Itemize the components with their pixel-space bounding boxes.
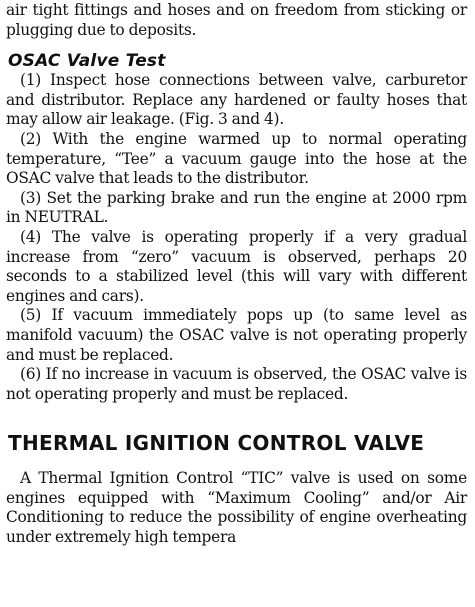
- tic-paragraph: A Thermal Ignition Control “TIC” valve is used on some engines equipped with “Maximum Cooling” and/or Air Conditioning to reduce the possibility of engine overheating under extremely high tempera: [6, 469, 467, 547]
- osac-step-1: (1) Inspect hose connections between valve, carburetor and distributor. Replace any hardened or faulty hoses that may allow air leakage. (Fig. 3 and 4).: [6, 71, 467, 129]
- intro-paragraph: air tight fittings and hoses and on freedom from sticking or plugging due to deposits.: [6, 1, 467, 39]
- osac-step-5: (5) If vacuum immediately pops up (to same level as manifold vacuum) the OSAC valve is not operating properly and must be replaced.: [6, 306, 467, 364]
- osac-valve-test-heading: OSAC Valve Test: [8, 51, 166, 72]
- osac-step-2: (2) With the engine warmed up to normal operating temperature, “Tee” a vacuum gauge into the hose at the OSAC valve that leads to the distributor.: [6, 129, 467, 188]
- osac-step-4: (4) The valve is operating properly if a very gradual increase from “zero” vacuum is observed, perhaps 20 seconds to a stabilized level (this will vary with different engines and cars).: [6, 227, 467, 305]
- osac-steps-list: [6, 71, 467, 404]
- osac-step-6: (6) If no increase in vacuum is observed, the OSAC valve is not operating properly and must be replaced.: [6, 365, 467, 403]
- thermal-ignition-control-valve-heading: THERMAL IGNITION CONTROL VALVE: [8, 431, 425, 456]
- osac-step-3: (3) Set the parking brake and run the engine at 2000 rpm in NEUTRAL.: [6, 188, 467, 227]
